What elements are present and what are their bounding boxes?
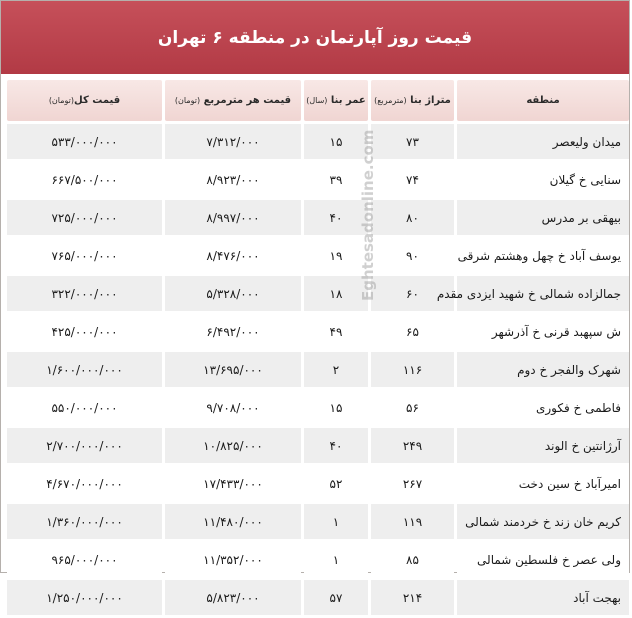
table-row: [7, 276, 629, 311]
cell-age: ۳۹: [304, 162, 368, 197]
header-area: منطقه: [457, 80, 629, 121]
cell-price-per-m: ۱۱/۴۸۰/۰۰۰: [165, 504, 301, 539]
cell-age: ۲: [304, 352, 368, 387]
cell-age: ۱۸: [304, 276, 368, 311]
cell-size: ۵۶: [371, 390, 454, 425]
cell-size: ۷۴: [371, 162, 454, 197]
cell-age: ۴۹: [304, 314, 368, 349]
cell-total: ۷۶۵/۰۰۰/۰۰۰: [7, 238, 162, 273]
watermark-text: Eghtesadonline.com: [359, 129, 377, 301]
cell-price-per-m: ۱۱/۳۵۲/۰۰۰: [165, 542, 301, 577]
cell-price-per-m: ۵/۸۲۳/۰۰۰: [165, 580, 301, 615]
cell-price-per-m: ۱۰/۸۲۵/۰۰۰: [165, 428, 301, 463]
cell-size: ۲۴۹: [371, 428, 454, 463]
cell-size: ۸۵: [371, 542, 454, 577]
cell-age: ۴۰: [304, 428, 368, 463]
table-row: [7, 428, 629, 463]
cell-total: ۵۳۳/۰۰۰/۰۰۰: [7, 124, 162, 159]
cell-age: ۱: [304, 542, 368, 577]
cell-area: میدان ولیعصر: [457, 124, 629, 159]
cell-area: سنایی خ گیلان: [457, 162, 629, 197]
cell-area: ولی عصر خ فلسطین شمالی: [457, 542, 629, 577]
cell-size: ۶۵: [371, 314, 454, 349]
cell-price-per-m: ۸/۹۲۳/۰۰۰: [165, 162, 301, 197]
cell-area: شهرک والفجر خ دوم: [457, 352, 629, 387]
table-row: [7, 162, 629, 197]
cell-price-per-m: ۱۷/۴۳۳/۰۰۰: [165, 466, 301, 501]
cell-total: ۲/۷۰۰/۰۰۰/۰۰۰: [7, 428, 162, 463]
cell-area: فاطمی خ فکوری: [457, 390, 629, 425]
cell-age: ۵۷: [304, 580, 368, 615]
cell-age: ۱۵: [304, 390, 368, 425]
cell-price-per-m: ۱۳/۶۹۵/۰۰۰: [165, 352, 301, 387]
cell-area: بیهقی بر مدرس: [457, 200, 629, 235]
cell-total: ۹۶۵/۰۰۰/۰۰۰: [7, 542, 162, 577]
cell-price-per-m: ۷/۳۱۲/۰۰۰: [165, 124, 301, 159]
cell-total: ۳۲۲/۰۰۰/۰۰۰: [7, 276, 162, 311]
cell-age: ۱۹: [304, 238, 368, 273]
cell-total: ۶۶۷/۵۰۰/۰۰۰: [7, 162, 162, 197]
cell-area: یوسف آباد خ چهل وهشتم شرقی: [457, 238, 629, 273]
table-row: [7, 390, 629, 425]
header-age: عمر بنا (سال): [304, 80, 368, 121]
header-price-per-m: قیمت هر مترمربع (تومان): [165, 80, 301, 121]
cell-size: ۶۰: [371, 276, 454, 311]
cell-price-per-m: ۶/۴۹۲/۰۰۰: [165, 314, 301, 349]
header-total: قیمت کل(تومان): [7, 80, 162, 121]
cell-size: ۸۰: [371, 200, 454, 235]
cell-area: ش سپهبد قرنی خ آذرشهر: [457, 314, 629, 349]
cell-size: ۹۰: [371, 238, 454, 273]
cell-age: ۱۵: [304, 124, 368, 159]
cell-size: ۱۱۶: [371, 352, 454, 387]
cell-total: ۱/۳۶۰/۰۰۰/۰۰۰: [7, 504, 162, 539]
table-header-row: [7, 80, 629, 121]
cell-area: بهجت آباد: [457, 580, 629, 615]
table-row: [7, 200, 629, 235]
cell-total: ۱/۶۰۰/۰۰۰/۰۰۰: [7, 352, 162, 387]
cell-area: جمالزاده شمالی خ شهید ایزدی مقدم: [457, 276, 629, 311]
cell-total: ۵۵۰/۰۰۰/۰۰۰: [7, 390, 162, 425]
cell-area: کریم خان زند خ خردمند شمالی: [457, 504, 629, 539]
price-table: [4, 77, 632, 618]
header-size: متراژ بنا (مترمربع): [371, 80, 454, 121]
table-row: [7, 504, 629, 539]
table-row: [7, 466, 629, 501]
table-row: [7, 238, 629, 273]
cell-total: ۷۲۵/۰۰۰/۰۰۰: [7, 200, 162, 235]
cell-age: ۵۲: [304, 466, 368, 501]
table-title: قیمت روز آپارتمان در منطقه ۶ تهران: [1, 1, 629, 74]
cell-price-per-m: ۸/۴۷۶/۰۰۰: [165, 238, 301, 273]
table-row: [7, 580, 629, 615]
cell-age: ۴۰: [304, 200, 368, 235]
table-row: [7, 124, 629, 159]
cell-size: ۷۳: [371, 124, 454, 159]
cell-total: ۱/۲۵۰/۰۰۰/۰۰۰: [7, 580, 162, 615]
cell-size: ۲۶۷: [371, 466, 454, 501]
cell-area: آرژانتین خ الوند: [457, 428, 629, 463]
cell-total: ۴/۶۷۰/۰۰۰/۰۰۰: [7, 466, 162, 501]
cell-price-per-m: ۹/۷۰۸/۰۰۰: [165, 390, 301, 425]
table-row: [7, 542, 629, 577]
cell-area: امیرآباد خ سین دخت: [457, 466, 629, 501]
table-row: [7, 352, 629, 387]
cell-age: ۱: [304, 504, 368, 539]
cell-total: ۴۲۵/۰۰۰/۰۰۰: [7, 314, 162, 349]
table-row: [7, 314, 629, 349]
cell-size: ۲۱۴: [371, 580, 454, 615]
cell-size: ۱۱۹: [371, 504, 454, 539]
cell-price-per-m: ۵/۳۲۸/۰۰۰: [165, 276, 301, 311]
cell-price-per-m: ۸/۹۹۷/۰۰۰: [165, 200, 301, 235]
